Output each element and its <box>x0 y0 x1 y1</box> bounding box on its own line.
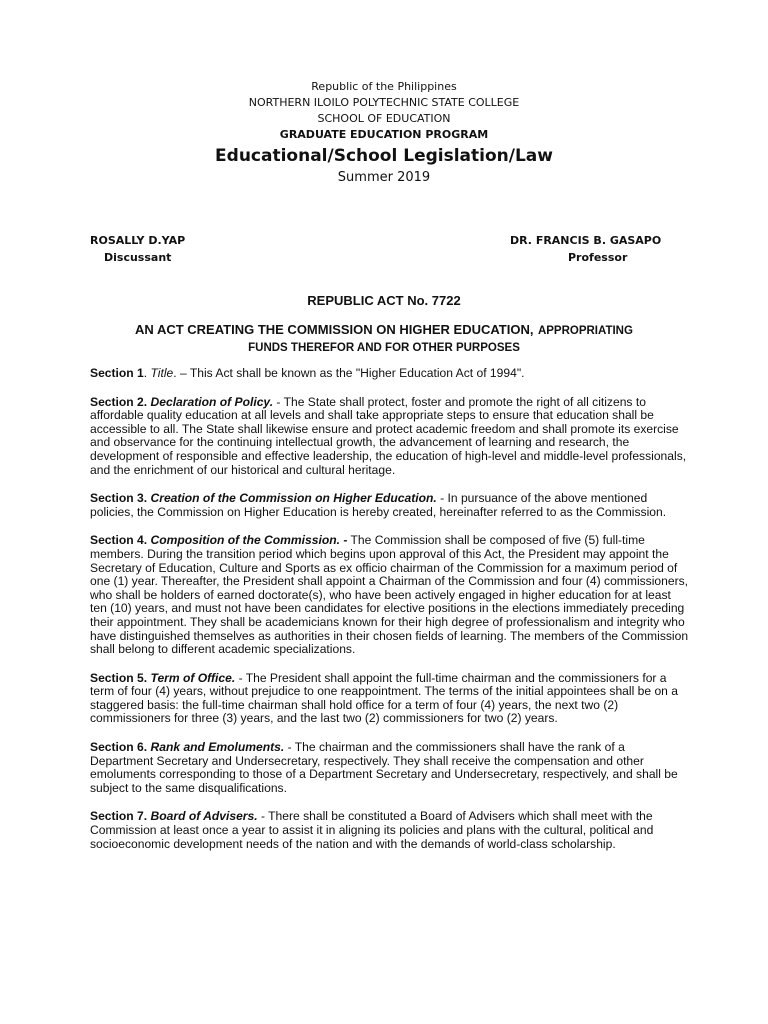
section-number: Section 1 <box>90 366 144 380</box>
section-5 <box>90 672 690 726</box>
section-2 <box>90 396 690 478</box>
header-program: GRADUATE EDUCATION PROGRAM <box>279 128 489 141</box>
document-header <box>0 79 768 188</box>
professor-role: Professor <box>568 251 628 264</box>
section-3 <box>90 492 690 519</box>
act-name-line2: FUNDS THEREFOR AND FOR OTHER PURPOSES <box>248 342 520 354</box>
section-heading: Rank and Emoluments. <box>150 740 285 755</box>
discussant-block <box>90 232 185 266</box>
discussant-name: ROSALLY D.YAP <box>90 234 186 247</box>
section-heading: Composition of the Commission. - <box>150 533 348 548</box>
section-number: Section 5. <box>90 670 148 685</box>
section-number: Section 4. <box>90 533 148 548</box>
section-text: . – This Act shall be known as the "Higher Education Act of 1994". <box>173 366 525 380</box>
header-college: NORTHERN ILOILO POLYTECHNIC STATE COLLEGE <box>248 96 520 109</box>
section-heading: Declaration of Policy. <box>150 394 274 409</box>
act-name-part1: AN ACT CREATING THE COMMISSION ON HIGHER EDUCATION, <box>135 322 534 337</box>
section-heading: Creation of the Commission on Higher Education. <box>150 491 437 506</box>
section-heading: Board of Advisers. <box>150 809 258 824</box>
section-number: Section 7. <box>90 809 148 824</box>
section-6 <box>90 741 690 795</box>
section-number: Section 2. <box>90 394 148 409</box>
act-number: REPUBLIC ACT No. 7722 <box>307 293 461 308</box>
header-school: SCHOOL OF EDUCATION <box>317 112 451 125</box>
section-text: - In pursuance of the above mentioned policies, the Commission on Higher Education is hereby created, hereinafter referred to as the Commission. <box>90 491 667 519</box>
section-text: - There shall be constituted a Board of Advisers which shall meet with the Commission at least once a year to assist it in aligning its policies and plans with the cultural, political and socioeconomic development needs of the nation and with the demands of world-class scholarship. <box>90 809 654 851</box>
course-title: Educational/School Legislation/Law <box>215 146 553 166</box>
discussant-role: Discussant <box>104 251 172 264</box>
act-name <box>60 322 708 356</box>
section-text: The Commission shall be composed of five (5) full-time members. During the transition period which begins upon approval of this Act, the President may appoint the Secretary of Education, Culture and Sports as ex officio chairman of the Commission for a maximum period of one (1) year. Thereafter, the President shall appoint a Chairman of the Commission and four (4) commissioners, who shall be holders of earned doctorate(s), who have been actively engaged in higher education for at least ten (10) years, and must not have been candidates for elective positions in the elections immediately preceding their appointment. They shall be academicians known for their high degree of professionalism and integrity who have distinguished themselves as authorities in their chosen fields of learning. The members of the Commission shall belong to different academic specializations. <box>90 533 689 657</box>
professor-name: DR. FRANCIS B. GASAPO <box>510 234 662 247</box>
section-4 <box>90 534 690 656</box>
section-1 <box>90 367 690 381</box>
act-name-part2: APPROPRIATING <box>537 325 633 337</box>
header-republic: Republic of the Philippines <box>311 80 457 93</box>
section-heading: Term of Office. <box>150 670 236 685</box>
section-number: Section 6. <box>90 740 148 755</box>
section-number: Section 3. <box>90 491 148 506</box>
section-7 <box>90 810 690 851</box>
section-text: - The State shall protect, foster and promote the right of all citizens to affordable quality education at all levels and shall take appropriate steps to ensure that education shall be accessible to all. The State shall likewise ensure and protect academic freedom and shall promote its exercise and observance for the continuing intellectual growth, the advancement of learning and research, the development of responsible and effective leadership, the education of high-level and middle-level professionals, and the enrichment of our historical and cultural heritage. <box>90 394 687 477</box>
section-text: - The President shall appoint the full-time chairman and the commissioners for a term of four (4) years, without prejudice to one reappointment. The terms of the initial appointees shall be on a staggered basis: the full-time chairman shall hold office for a term of four (4) years, the next two (2) commissioners for three (3) years, and the last two (2) commissioners for two (2) years. <box>90 670 678 726</box>
professor-block <box>510 232 661 266</box>
act-body <box>90 367 690 866</box>
section-text: - The chairman and the commissioners shall have the rank of a Department Secretary and Undersecretary, respectively. They shall receive the compensation and other emoluments corresponding to those of a Department Secretary and Undersecretary, respectively, and shall be subject to the same disqualifications. <box>90 740 678 795</box>
section-separator: . <box>143 366 151 380</box>
term: Summer 2019 <box>337 170 431 185</box>
section-heading: Title <box>150 366 174 380</box>
